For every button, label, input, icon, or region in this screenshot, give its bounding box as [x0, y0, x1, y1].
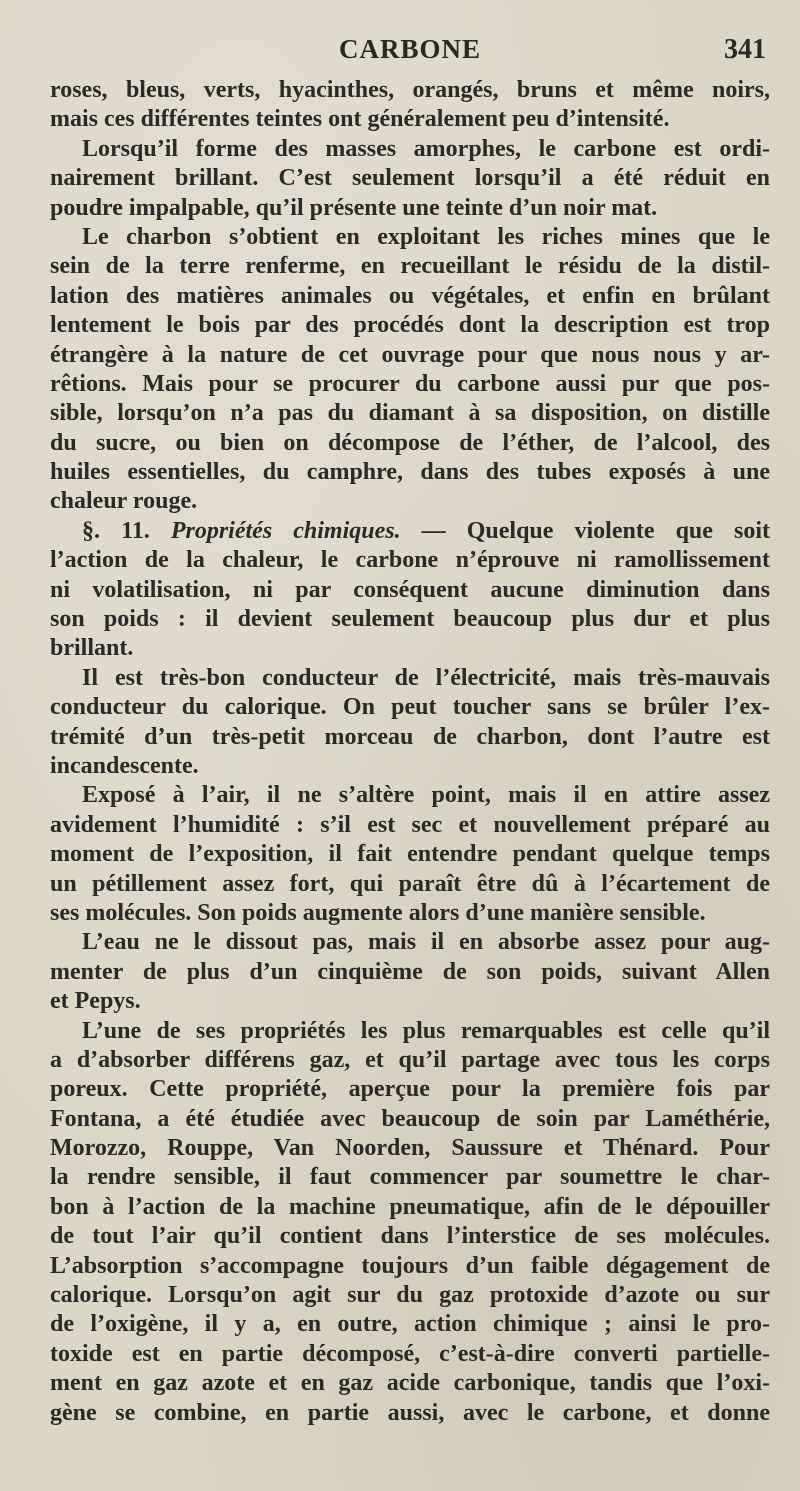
text-line: bon à l’action de la machine pneumatique, afin de le dépouiller — [50, 1193, 770, 1220]
text-line: Exposé à l’air, il ne s’altère point, mais il en attire assez — [82, 782, 770, 809]
text-line: trémité d’un très-petit morceau de charbon, dont l’autre est — [50, 723, 770, 750]
text-line: Fontana, a été étudiée avec beaucoup de soin par Laméthérie, — [50, 1105, 770, 1132]
text-line: étrangère à la nature de cet ouvrage pour que nous nous y ar- — [50, 341, 770, 368]
text-line: calorique. Lorsqu’on agit sur du gaz protoxide d’azote ou sur — [50, 1282, 770, 1309]
text-line: brillant. — [50, 635, 134, 662]
text-line: L’absorption s’accompagne toujours d’un faible dégagement de — [50, 1252, 770, 1279]
text-line: moment de l’exposition, il fait entendre pendant quelque temps — [50, 841, 770, 868]
text-line: huiles essentielles, du camphre, dans des tubes exposés à une — [50, 459, 770, 486]
text-line: L’une de ses propriétés les plus remarquables est celle qu’il — [82, 1017, 770, 1044]
text-line: chaleur rouge. — [50, 488, 198, 515]
text-line: Morozzo, Rouppe, Van Noorden, Saussure et Thénard. Pour — [50, 1135, 770, 1162]
body-text — [50, 76, 770, 1428]
text-line: de l’oxigène, il y a, en outre, action chimique ; ainsi le pro- — [50, 1311, 770, 1338]
text-line: poudre impalpable, qu’il présente une teinte d’un noir mat. — [50, 194, 658, 221]
text-line: rêtions. Mais pour se procurer du carbone aussi pur que pos- — [50, 370, 770, 397]
text-line: sein de la terre renferme, en recueillant le résidu de la distil- — [50, 253, 770, 280]
text-line: du sucre, ou bien on décompose de l’éther, de l’alcool, des — [50, 429, 770, 456]
text-line: lentement le bois par des procédés dont la description est trop — [50, 312, 770, 339]
text-line: nairement brillant. C’est seulement lorsqu’il a été réduit en — [50, 165, 770, 192]
text-line: toxide est en partie décomposé, c’est-à-dire converti partielle- — [50, 1340, 770, 1367]
text-line: ses molécules. Son poids augmente alors d’une manière sensible. — [50, 899, 706, 926]
text-line: conducteur du calorique. On peut toucher sans se brûler l’ex- — [50, 694, 770, 721]
text-line: sible, lorsqu’on n’a pas du diamant à sa disposition, on distille — [50, 400, 770, 427]
text-line — [50, 517, 770, 546]
text-line: et Pepys. — [50, 988, 141, 1015]
text-line: ment en gaz azote et en gaz acide carbonique, tandis que l’oxi- — [50, 1370, 770, 1397]
section-heading-italic: Propriétés chimiques. — [170, 517, 401, 544]
text-line: poreux. Cette propriété, aperçue pour la première fois par — [50, 1076, 770, 1103]
text-line: l’action de la chaleur, le carbone n’éprouve ni ramollissement — [50, 547, 770, 574]
text-line: la rendre sensible, il faut commencer par soumettre le char- — [50, 1164, 770, 1191]
text-line: a d’absorber différens gaz, et qu’il partage avec tous les corps — [50, 1046, 770, 1073]
text-line: Il est très-bon conducteur de l’électricité, mais très-mauvais — [82, 664, 770, 691]
page-number: 341 — [724, 34, 766, 65]
text-line: son poids : il devient seulement beaucoup plus dur et plus — [50, 606, 770, 633]
text-fragment: §. 11. — [82, 517, 171, 544]
text-line: de tout l’air qu’il contient dans l’interstice de ses molécules. — [50, 1223, 770, 1250]
text-line: mais ces différentes teintes ont généralement peu d’intensité. — [50, 106, 670, 133]
text-fragment: — Quelque violente que soit — [400, 517, 770, 544]
text-line: menter de plus d’un cinquième de son poids, suivant Allen — [50, 958, 770, 985]
text-line: Le charbon s’obtient en exploitant les riches mines que le — [82, 223, 770, 250]
text-line: ni volatilisation, ni par conséquent aucune diminution dans — [50, 576, 770, 603]
text-line: un pétillement assez fort, qui paraît être dû à l’écartement de — [50, 870, 770, 897]
text-line: incandescente. — [50, 752, 199, 779]
text-line: roses, bleus, verts, hyacinthes, orangés, bruns et même noirs, — [50, 77, 770, 103]
running-header — [40, 34, 780, 74]
running-title: CARBONE — [338, 34, 481, 64]
text-line: Lorsqu’il forme des masses amorphes, le carbone est ordi- — [82, 135, 770, 162]
text-line: L’eau ne le dissout pas, mais il en absorbe assez pour aug- — [82, 929, 770, 956]
text-line: gène se combine, en partie aussi, avec le carbone, et donne — [50, 1399, 770, 1426]
text-line: lation des matières animales ou végétales, et enfin en brûlant — [50, 282, 770, 309]
text-line: avidement l’humidité : s’il est sec et nouvellement préparé au — [50, 811, 770, 838]
